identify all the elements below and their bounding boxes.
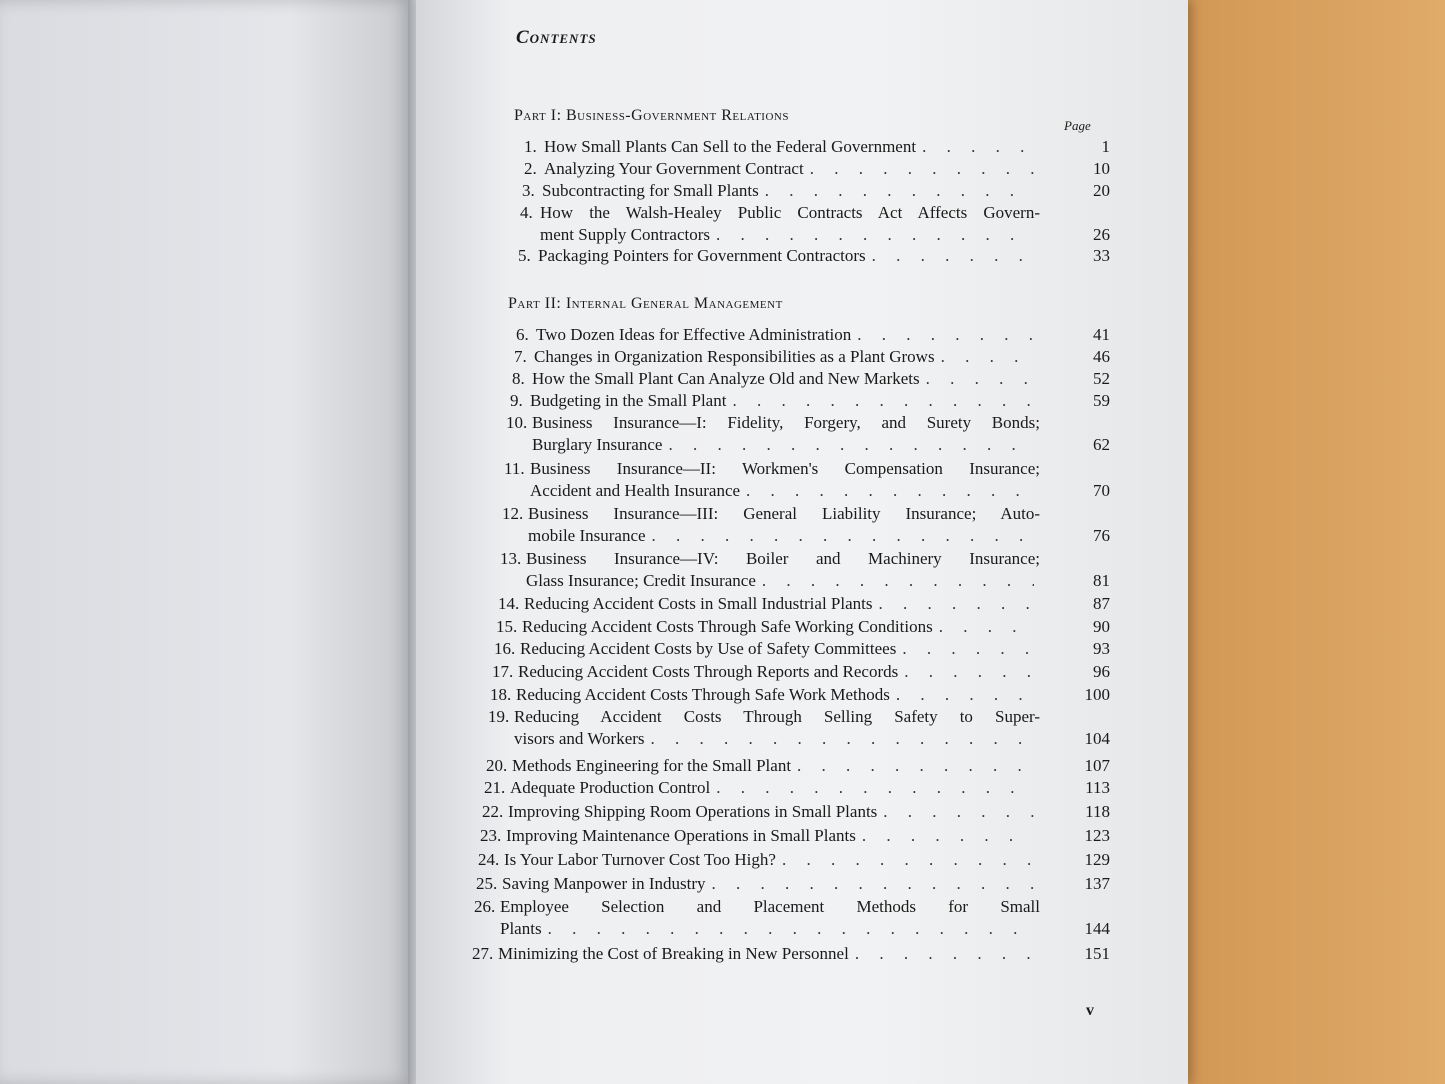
toc-entry [514,346,1110,368]
toc-entry [488,706,1110,750]
toc-entry [480,825,1110,847]
entry-number: 11. [504,459,525,478]
entry-page-number: 59 [1093,391,1110,410]
page-column-label: Page [1064,118,1091,133]
dot-leader [902,638,1034,660]
toc-entry [490,684,1110,706]
dot-leader [732,390,1034,412]
entry-page-number: 76 [1093,526,1110,545]
dot-leader [716,777,1034,799]
entry-title: Reducing Accident Costs Through Reports and Records [518,662,899,681]
entry-title: Business Insurance—IV: Boiler and Machinery Insurance; [526,549,1040,568]
entry-page-number: 90 [1093,617,1110,636]
entry-title: Subcontracting for Small Plants [542,181,759,200]
page-number: v [1086,1002,1094,1019]
toc-entry [524,136,1110,158]
dot-leader [857,324,1034,346]
toc-entry [504,458,1110,502]
entry-title: Glass Insurance; Credit Insurance [526,571,756,590]
entry-number: 6. [516,325,529,344]
entry-title: mobile Insurance [528,526,646,545]
entry-page-number: 118 [1085,802,1110,821]
entry-title: Reducing Accident Costs Through Selling Safety to Super- [514,707,1040,726]
entry-page-number: 123 [1084,826,1110,845]
dot-leader [896,684,1034,706]
entry-page-number: 129 [1084,850,1110,869]
entry-title: Plants [500,919,542,938]
entry-title: Budgeting in the Small Plant [530,391,727,410]
toc-entry [520,202,1110,246]
entry-number: 7. [514,347,527,366]
entry-page-number: 10 [1093,159,1110,178]
dot-leader [878,593,1034,615]
entry-page-number: 1 [1101,137,1110,156]
entry-page-number: 151 [1084,944,1110,963]
toc-entry [524,158,1110,180]
entry-number: 17. [492,662,514,681]
entry-page-number: 62 [1093,435,1110,454]
toc-entry [472,943,1110,965]
entry-page-number: 93 [1093,639,1110,658]
dot-leader [797,755,1034,777]
entry-number: 8. [512,369,525,388]
entry-title: Packaging Pointers for Government Contractors [538,246,866,265]
entry-title: Two Dozen Ideas for Effective Administration [536,325,852,344]
entry-number: 22. [482,802,504,821]
toc-entry [494,638,1110,660]
dot-leader [548,918,1034,940]
part-heading: Part II: Internal General Management [508,295,783,312]
entry-number: 21. [484,778,506,797]
entry-number: 24. [478,850,500,869]
entry-number: 19. [488,707,510,726]
entry-page-number: 144 [1084,919,1110,938]
entry-title: Adequate Production Control [510,778,711,797]
entry-page-number: 87 [1093,594,1110,613]
entry-title: How the Walsh-Healey Public Contracts Act Affects Govern- [540,203,1040,222]
entry-number: 13. [500,549,522,568]
toc-entry [484,777,1110,799]
toc-entry [500,548,1110,592]
entry-number: 26. [474,897,496,916]
entry-number: 16. [494,639,516,658]
entry-number: 12. [502,504,524,523]
toc-entry [512,368,1110,390]
entry-number: 3. [522,181,535,200]
entry-title: ment Supply Contractors [540,225,710,244]
entry-title: Methods Engineering for the Small Plant [512,756,792,775]
entry-title: Changes in Organization Responsibilities as a Plant Grows [534,347,935,366]
entry-number: 15. [496,617,518,636]
dot-leader [855,943,1034,965]
entry-title: Employee Selection and Placement Methods for Small [500,897,1040,916]
toc-entry [486,755,1110,777]
entry-title: Reducing Accident Costs in Small Industrial Plants [524,594,873,613]
dot-leader [941,346,1034,368]
dot-leader [926,368,1034,390]
dot-leader [762,570,1034,592]
toc-entry [492,661,1110,683]
entry-number: 18. [490,685,512,704]
dot-leader [810,158,1034,180]
entry-page-number: 107 [1084,756,1110,775]
entry-number: 9. [510,391,523,410]
toc-entry [518,245,1110,267]
dot-leader [712,873,1034,895]
dot-leader [782,849,1034,871]
entry-page-number: 137 [1084,874,1110,893]
entry-page-number: 52 [1093,369,1110,388]
dot-leader [872,245,1034,267]
entry-number: 5. [518,246,531,265]
dot-leader [922,136,1034,158]
entry-number: 4. [520,203,533,222]
entry-title: Reducing Accident Costs by Use of Safety Committees [520,639,897,658]
entry-page-number: 100 [1084,685,1110,704]
entry-title: Saving Manpower in Industry [502,874,706,893]
toc-entry [522,180,1110,202]
toc-entry [498,593,1110,615]
dot-leader [746,480,1034,502]
entry-number: 23. [480,826,502,845]
toc-entry [482,801,1110,823]
entry-page-number: 81 [1093,571,1110,590]
entry-title: Business Insurance—III: General Liability Insurance; Auto- [528,504,1040,523]
entry-title: visors and Workers [514,729,645,748]
toc-entry [478,849,1110,871]
entry-title: Is Your Labor Turnover Cost Too High? [504,850,776,869]
dot-leader [862,825,1034,847]
entry-title: Reducing Accident Costs Through Safe Work Methods [516,685,890,704]
entry-title: Improving Shipping Room Operations in Small Plants [508,802,878,821]
entry-number: 27. [472,944,494,963]
entry-title: Accident and Health Insurance [530,481,741,500]
toc-entry [502,503,1110,547]
entry-title: Analyzing Your Government Contract [544,159,804,178]
entry-title: Burglary Insurance [532,435,663,454]
entry-page-number: 104 [1084,729,1110,748]
entry-page-number: 26 [1093,225,1110,244]
toc-entry [496,616,1110,638]
entry-page-number: 33 [1093,246,1110,265]
toc-entry [506,412,1110,456]
dot-leader [883,801,1034,823]
toc-entry [510,390,1110,412]
entry-number: 2. [524,159,537,178]
entry-number: 14. [498,594,520,613]
entry-page-number: 46 [1093,347,1110,366]
dot-leader [668,434,1034,456]
entry-page-number: 70 [1093,481,1110,500]
entry-page-number: 96 [1093,662,1110,681]
entry-title: How the Small Plant Can Analyze Old and New Markets [532,369,920,388]
entry-title: How Small Plants Can Sell to the Federal Government [544,137,917,156]
entry-page-number: 113 [1085,778,1110,797]
dot-leader [716,224,1034,246]
entry-title: Improving Maintenance Operations in Small Plants [506,826,856,845]
dot-leader [904,661,1034,683]
entry-number: 20. [486,756,508,775]
part-heading: Part I: Business-Government Relations [514,107,789,124]
entry-number: 10. [506,413,528,432]
entry-number: 25. [476,874,498,893]
entry-title: Business Insurance—II: Workmen's Compensation Insurance; [530,459,1040,478]
entry-page-number: 41 [1093,325,1110,344]
page-title: Contents [516,27,597,48]
dot-leader [651,728,1034,750]
dot-leader [652,525,1034,547]
entry-title: Minimizing the Cost of Breaking in New Personnel [498,944,849,963]
entry-number: 1. [524,137,537,156]
toc-entry [516,324,1110,346]
entry-page-number: 20 [1093,181,1110,200]
toc-entry [474,896,1110,940]
entry-title: Business Insurance—I: Fidelity, Forgery, and Surety Bonds; [532,413,1040,432]
dot-leader [939,616,1034,638]
toc-entry [476,873,1110,895]
entry-title: Reducing Accident Costs Through Safe Working Conditions [522,617,933,636]
dot-leader [765,180,1034,202]
